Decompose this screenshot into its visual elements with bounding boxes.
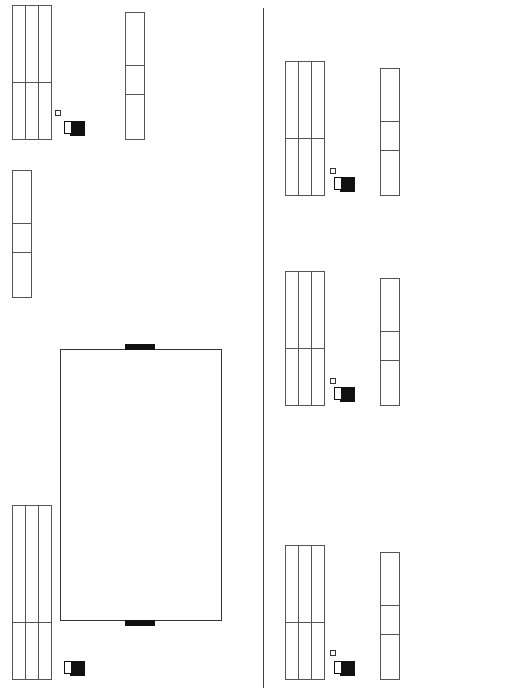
connector-color-value bbox=[39, 506, 52, 623]
connector-color-label bbox=[312, 623, 325, 680]
connector-color-value bbox=[39, 6, 52, 83]
wire-color-header bbox=[381, 606, 400, 635]
connector-name-value bbox=[26, 6, 39, 83]
wire-color-header bbox=[381, 122, 400, 151]
connector-no-label bbox=[13, 83, 26, 140]
signal-name-header bbox=[381, 279, 400, 332]
connector-m68-terminal-table bbox=[380, 278, 400, 406]
harness-side-icon bbox=[340, 387, 355, 402]
connector-color-label bbox=[312, 349, 325, 406]
connector-name-value bbox=[299, 272, 312, 349]
connector-no-label bbox=[286, 623, 299, 680]
wire-color-header bbox=[381, 332, 400, 361]
terminal-no-header bbox=[13, 253, 32, 298]
harness-side-icon bbox=[70, 661, 85, 676]
signal-name-header bbox=[381, 69, 400, 122]
connector-m43-face bbox=[55, 110, 61, 116]
signal-name-header bbox=[126, 13, 145, 66]
connector-no-label bbox=[286, 139, 299, 196]
connector-m31-terminal-table bbox=[12, 170, 32, 298]
signal-name-header bbox=[381, 553, 400, 606]
harness-side-icon bbox=[340, 661, 355, 676]
connector-m44-terminal-table bbox=[380, 552, 400, 680]
terminal-no-header bbox=[381, 361, 400, 406]
connector-color-label bbox=[39, 623, 52, 680]
connector-color-value bbox=[312, 62, 325, 139]
connector-name-value bbox=[299, 62, 312, 139]
connector-name-label bbox=[26, 83, 39, 140]
connector-color-value bbox=[312, 546, 325, 623]
connector-color-value bbox=[312, 272, 325, 349]
connector-m43-info bbox=[12, 5, 52, 140]
connector-m69-face bbox=[330, 168, 336, 174]
harness-side-icon bbox=[340, 177, 355, 192]
connector-no-value bbox=[286, 62, 299, 139]
connector-m69-terminal-table bbox=[380, 68, 400, 196]
connector-name-label bbox=[299, 623, 312, 680]
terminal-no-header bbox=[126, 95, 145, 140]
connector-color-label bbox=[312, 139, 325, 196]
connector-no-value bbox=[286, 546, 299, 623]
connector-m68-face bbox=[330, 378, 336, 384]
connector-name-value bbox=[299, 546, 312, 623]
connector-color-label bbox=[39, 83, 52, 140]
connector-name-label bbox=[299, 349, 312, 406]
connector-m43-terminal-table bbox=[125, 12, 145, 140]
wire-color-header bbox=[13, 224, 32, 253]
connector-no-value bbox=[13, 506, 26, 623]
connector-name-value bbox=[26, 506, 39, 623]
connector-name-label bbox=[299, 139, 312, 196]
terminal-no-header bbox=[381, 635, 400, 680]
connector-m69-info bbox=[285, 61, 325, 196]
connector-name-label bbox=[26, 623, 39, 680]
connector-m31-face bbox=[60, 349, 222, 621]
connector-no-label bbox=[286, 349, 299, 406]
connector-no-value bbox=[286, 272, 299, 349]
signal-name-header bbox=[13, 171, 32, 224]
connector-m31-info bbox=[12, 505, 52, 680]
harness-side-icon bbox=[70, 121, 85, 136]
wire-color-header bbox=[126, 66, 145, 95]
connector-m44-info bbox=[285, 545, 325, 680]
connector-m68-info bbox=[285, 271, 325, 406]
section-divider bbox=[263, 8, 264, 688]
terminal-no-header bbox=[381, 151, 400, 196]
connector-no-value bbox=[13, 6, 26, 83]
connector-m44-face bbox=[330, 650, 336, 656]
connector-no-label bbox=[13, 623, 26, 680]
